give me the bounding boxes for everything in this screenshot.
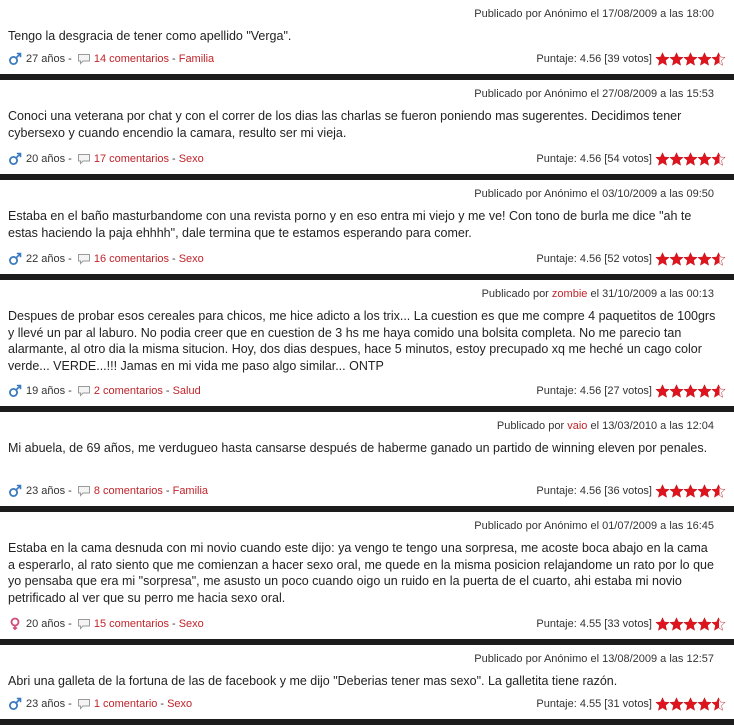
speech-bubble-icon [77,53,91,65]
rating-stars[interactable] [656,617,726,631]
category-link[interactable]: Sexo [178,253,204,265]
author-name: Anónimo [543,88,588,100]
post-text: Mi abuela, de 69 años, me verdugueo hasta cansarse después de haberme ganado un partido de winning eleven por penales. [8,441,708,455]
star-icon[interactable] [697,52,712,66]
post-date: el 13/03/2010 a las 12:04 [590,420,714,432]
star-icon[interactable] [669,697,684,711]
score-text: Puntaje: 4.56 [36 votos] [536,485,652,497]
author-age: 22 años [26,253,66,265]
male-gender-icon [8,697,22,711]
author-age: 23 años [26,698,66,710]
star-icon[interactable] [711,152,726,166]
post-published-line [8,512,726,534]
star-icon[interactable] [669,52,684,66]
star-icon[interactable] [683,52,698,66]
post-meta [8,695,726,713]
post-meta [8,50,726,68]
comments-link[interactable]: 16 comentarios [93,253,170,265]
star-icon[interactable] [683,617,698,631]
score-text: Puntaje: 4.56 [27 votos] [536,385,652,397]
author-name: Anónimo [543,188,588,200]
post-date: el 31/10/2009 a las 00:13 [590,288,714,300]
score-text: Puntaje: 4.56 [52 votos] [536,253,652,265]
post-published-line [8,280,726,302]
post [0,80,734,180]
star-icon[interactable] [711,384,726,398]
comments-link[interactable]: 14 comentarios [93,53,170,65]
rating-stars[interactable] [656,697,726,711]
rating-stars[interactable] [656,484,726,498]
separator: - [172,53,176,65]
star-icon[interactable] [711,484,726,498]
author-name: Anónimo [543,653,588,665]
rating-stars[interactable] [656,384,726,398]
post-published-line [8,645,726,667]
star-icon[interactable] [655,384,670,398]
separator: - [68,618,72,630]
star-icon[interactable] [655,697,670,711]
post-meta [8,615,726,633]
star-icon[interactable] [711,52,726,66]
published-prefix: Publicado por [474,653,542,665]
post [0,412,734,512]
male-gender-icon [8,484,22,498]
post-published-line [8,412,726,434]
star-icon[interactable] [711,252,726,266]
star-icon[interactable] [683,384,698,398]
star-icon[interactable] [669,384,684,398]
author-age: 27 años [26,53,66,65]
post-date: el 01/07/2009 a las 16:45 [590,520,714,532]
post-text: Estaba en el baño masturbandome con una revista porno y en eso entra mi viejo y me ve! Con tono de burla me dice "ah te estas haciendo la paja ehhhh", dale termina que te estamos esperando para comer. [8,209,692,240]
star-icon[interactable] [655,617,670,631]
star-icon[interactable] [683,484,698,498]
post [0,645,734,725]
separator: - [68,253,72,265]
separator: - [172,253,176,265]
published-prefix: Publicado por [496,420,565,432]
score-text: Puntaje: 4.56 [54 votos] [536,153,652,165]
star-icon[interactable] [697,152,712,166]
category-link[interactable]: Sexo [178,153,204,165]
score-text: Puntaje: 4.55 [31 votos] [536,698,652,710]
author-age: 19 años [26,385,66,397]
separator: - [172,618,176,630]
post-meta [8,150,726,168]
post-published-line [8,0,726,22]
star-icon[interactable] [683,252,698,266]
male-gender-icon [8,252,22,266]
speech-bubble-icon [77,385,91,397]
published-prefix: Publicado por [474,88,542,100]
star-icon[interactable] [697,484,712,498]
comments-link[interactable]: 17 comentarios [93,153,170,165]
post-published-line [8,80,726,102]
male-gender-icon [8,52,22,66]
speech-bubble-icon [77,485,91,497]
published-prefix: Publicado por [474,520,542,532]
separator: - [68,53,72,65]
post-date: el 27/08/2009 a las 15:53 [590,88,714,100]
published-prefix: Publicado por [474,8,542,20]
star-icon[interactable] [669,484,684,498]
post-meta [8,382,726,400]
post-meta [8,250,726,268]
published-prefix: Publicado por [481,288,549,300]
speech-bubble-icon [77,698,91,710]
separator: - [68,698,72,710]
star-icon[interactable] [655,52,670,66]
post-meta [8,482,726,500]
speech-bubble-icon [77,253,91,265]
post [0,0,734,80]
score-text: Puntaje: 4.55 [33 votos] [536,618,652,630]
category-link[interactable]: Sexo [178,618,204,630]
rating-stars[interactable] [656,252,726,266]
star-icon[interactable] [669,617,684,631]
post-text: Abri una galleta de la fortuna de las de facebook y me dijo "Deberias tener mas sexo". La galletita tiene razón. [8,674,618,688]
post [0,180,734,280]
category-link[interactable]: Familia [172,485,209,497]
post-text: Estaba en la cama desnuda con mi novio cuando este dijo: ya vengo te tengo una sorpresa, me acoste boca abajo en la cama a esperarlo, al rato siento que me comienzan a hacer sexo oral, me quede en la misma posicion relajandome un rato por lo que yo pensaba que era mi "sorpresa", me asusto un poco cuando oigo un ruido en la puerta de el cuarto, ahi estaba mi novio petrificado al ver que su perro me hacia sexo oral. [8,541,714,605]
post-date: el 17/08/2009 a las 18:00 [590,8,714,20]
separator: - [68,153,72,165]
star-icon[interactable] [697,252,712,266]
star-icon[interactable] [697,384,712,398]
author-name[interactable]: vaio [567,420,588,432]
post-date: el 13/08/2009 a las 12:57 [590,653,714,665]
male-gender-icon [8,384,22,398]
star-icon[interactable] [655,484,670,498]
speech-bubble-icon [77,618,91,630]
star-icon[interactable] [697,697,712,711]
post-text: Tengo la desgracia de tener como apellido "Verga". [8,29,292,43]
category-link[interactable]: Sexo [167,698,193,710]
star-icon[interactable] [683,697,698,711]
author-name[interactable]: zombie [551,288,588,300]
star-icon[interactable] [669,252,684,266]
star-icon[interactable] [683,152,698,166]
star-icon[interactable] [711,617,726,631]
author-name: Anónimo [543,8,588,20]
male-gender-icon [8,152,22,166]
author-age: 20 años [26,153,66,165]
separator: - [172,153,176,165]
separator: - [165,485,170,497]
star-icon[interactable] [711,697,726,711]
post-text: Conoci una veterana por chat y con el correr de los dias las charlas se fueron poniendo mas sugerentes. Decidimos tener cybersexo y cuando encendio la camara, resulto ser mi vieja. [8,109,682,140]
comments-link[interactable]: 2 comentarios [93,385,163,397]
separator: - [165,385,170,397]
score-text: Puntaje: 4.56 [39 votos] [536,53,652,65]
post-published-line [8,180,726,202]
rating-stars[interactable] [656,152,726,166]
post [0,280,734,412]
post [0,512,734,645]
category-link[interactable]: Salud [172,385,201,397]
speech-bubble-icon [77,153,91,165]
separator: - [68,385,72,397]
comments-link[interactable]: 1 comentario [93,698,158,710]
author-age: 23 años [26,485,66,497]
post-date: el 03/10/2009 a las 09:50 [590,188,714,200]
star-icon[interactable] [697,617,712,631]
female-gender-icon [8,617,22,631]
rating-stars[interactable] [656,52,726,66]
separator: - [160,698,165,710]
author-name: Anónimo [543,520,588,532]
star-icon[interactable] [655,152,670,166]
category-link[interactable]: Familia [178,53,215,65]
star-icon[interactable] [669,152,684,166]
author-age: 20 años [26,618,66,630]
comments-link[interactable]: 15 comentarios [93,618,170,630]
star-icon[interactable] [655,252,670,266]
post-text: Despues de probar esos cereales para chicos, me hice adicto a los trix... La cuestion es que me compre 4 paquetitos de 100grs y llevé un par al laburo. No podia creer que en cuestion de 3 hs me haya comido una bolsita completa. No me parecio tan alarmante, al otro dia la misma situcion. Hoy, dos dias despues, hace 5 minutos, estoy precupado xq me heché un cago color verde... VERDE...!!! Jamas en mi vida me paso algo similar... ONTP [8,309,716,373]
separator: - [68,485,72,497]
comments-link[interactable]: 8 comentarios [93,485,163,497]
published-prefix: Publicado por [474,188,542,200]
